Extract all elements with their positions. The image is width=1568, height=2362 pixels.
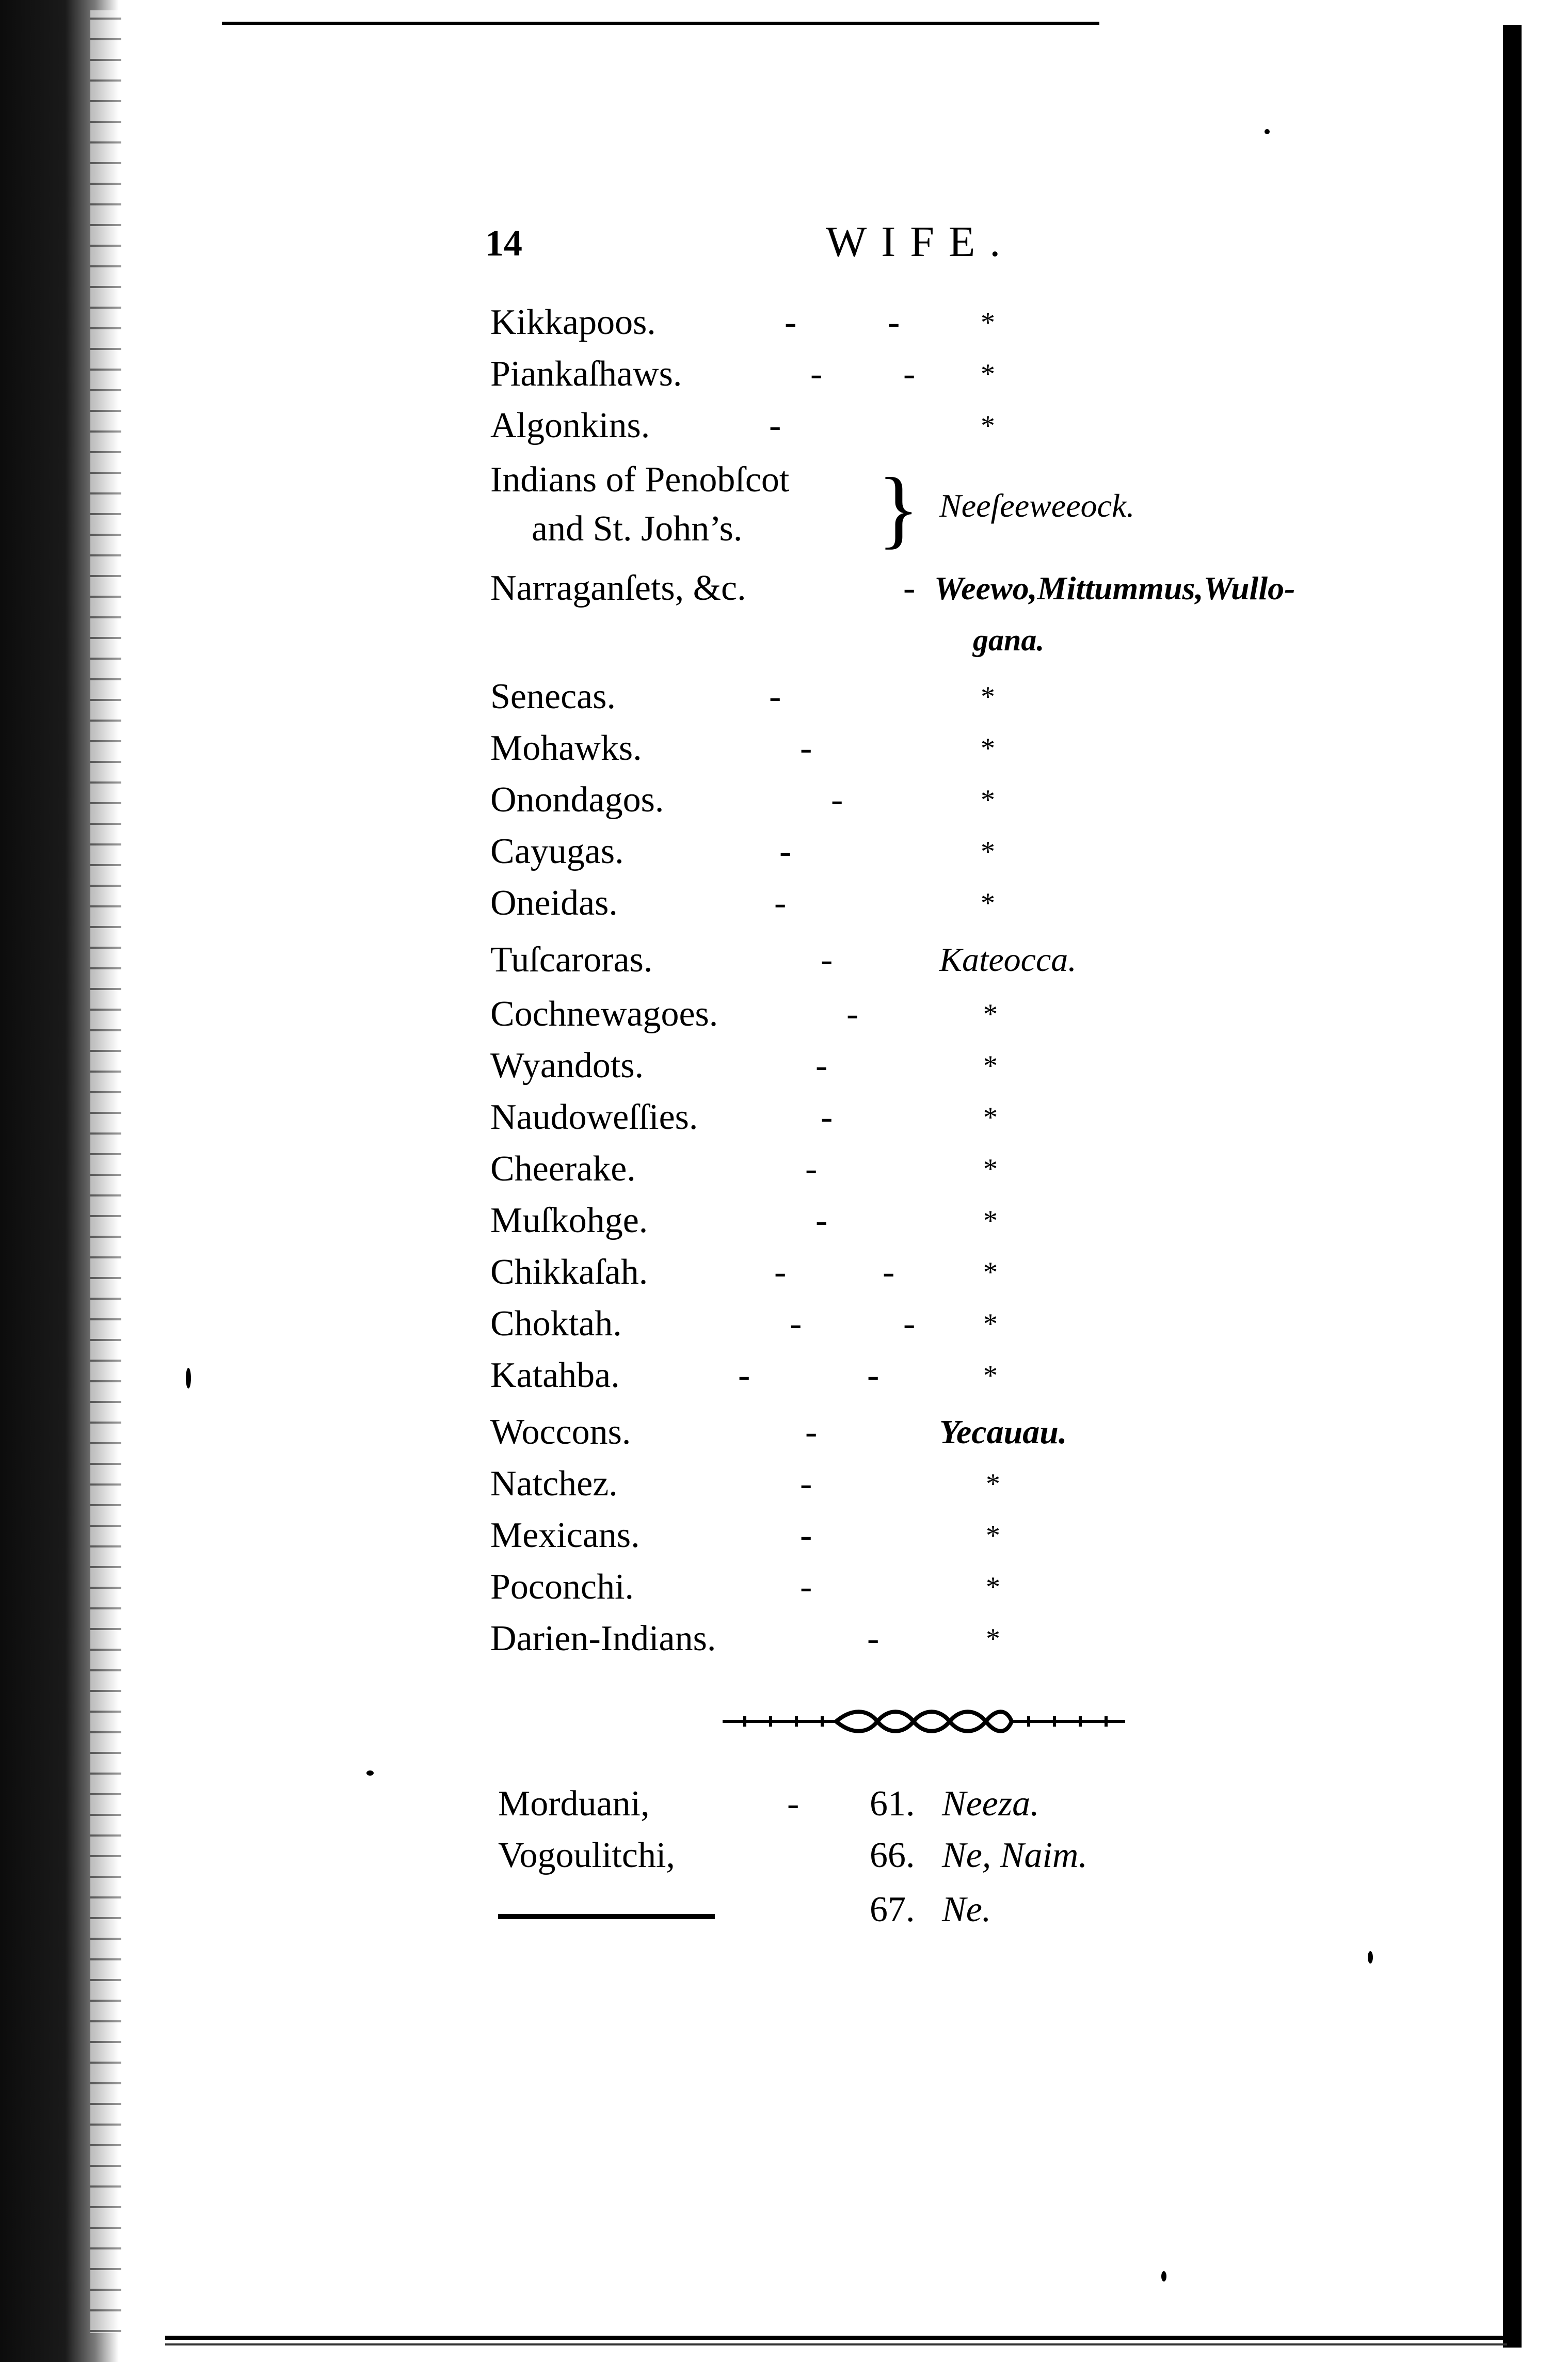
tribe-name: Mohawks.	[490, 728, 642, 768]
leader-dash: -	[867, 1355, 879, 1395]
leader-dash: -	[800, 728, 812, 768]
wife-word: Yecauau.	[939, 1413, 1067, 1451]
bottom-edge-rule	[165, 2336, 1507, 2340]
leader-dash: -	[774, 1252, 787, 1292]
asterisk-mark: *	[983, 1050, 998, 1082]
leader-dash: -	[738, 1355, 750, 1395]
asterisk-mark: *	[986, 1623, 1000, 1655]
list-item	[490, 723, 1419, 774]
asterisk-mark: *	[981, 836, 995, 868]
list-item	[490, 1247, 1419, 1298]
leader-dash: -	[805, 1412, 818, 1452]
language-name: Vogoulitchi,	[498, 1836, 675, 1875]
tribe-name: Choktah.	[490, 1304, 622, 1344]
leader-dash: -	[800, 1515, 812, 1555]
tribe-name: Katahba.	[490, 1355, 620, 1395]
tribe-name: Natchez.	[490, 1464, 618, 1504]
tribe-name: Poconchi.	[490, 1567, 634, 1607]
leader-dash: -	[779, 832, 792, 871]
reference-number: 67.	[870, 1890, 915, 1929]
asterisk-mark: *	[981, 784, 995, 816]
leader-dash: -	[769, 677, 781, 716]
ink-speck	[186, 1368, 191, 1389]
asterisk-mark: *	[981, 732, 995, 764]
list-item	[490, 826, 1419, 877]
list-item	[490, 988, 1419, 1040]
list-item	[498, 1778, 1427, 1830]
wife-word-continued: gana.	[973, 623, 1045, 657]
tribe-name: Woccons.	[490, 1412, 631, 1452]
tribe-name: Cochnewagoes.	[490, 994, 718, 1034]
leader-dash: -	[805, 1149, 818, 1189]
wife-word: Weewo,Mittummus,Wullo-	[934, 570, 1295, 607]
asterisk-mark: *	[986, 1571, 1000, 1603]
leader-dash: -	[821, 940, 833, 980]
tribe-name: Oneidas.	[490, 883, 618, 923]
leader-dash: -	[800, 1567, 812, 1607]
page-header	[485, 217, 1135, 289]
list-item	[490, 934, 1419, 986]
list-item	[490, 877, 1419, 929]
list-item	[490, 1040, 1419, 1092]
leader-dash: -	[785, 302, 797, 342]
asterisk-mark: *	[986, 1468, 1000, 1500]
tribe-name: Onondagos.	[490, 780, 664, 820]
leader-dash: -	[769, 406, 781, 445]
asterisk-mark: *	[981, 887, 995, 919]
asterisk-mark: *	[983, 1308, 998, 1340]
list-item	[490, 487, 1419, 555]
bottom-edge-rule-secondary	[165, 2343, 1507, 2345]
leader-dash: -	[903, 568, 916, 608]
wife-word: Ne, Naim.	[942, 1836, 1087, 1875]
list-item	[490, 1143, 1419, 1195]
tribe-name: Piankaſhaws.	[490, 354, 682, 394]
list-item	[490, 1510, 1419, 1561]
leader-dash: -	[790, 1304, 802, 1344]
wife-word: Neeſeeweeock.	[939, 487, 1135, 524]
tribe-name: Senecas.	[490, 677, 616, 716]
leader-dash: -	[815, 1201, 828, 1240]
list-item	[490, 563, 1419, 614]
list-item	[490, 400, 1419, 452]
list-item	[490, 1195, 1419, 1247]
reference-number: 66.	[870, 1836, 915, 1875]
list-item	[490, 1407, 1419, 1458]
tribe-name: Darien-Indians.	[490, 1619, 716, 1658]
leader-dash: -	[883, 1252, 895, 1292]
tribe-name: Tuſcaroras.	[490, 940, 653, 980]
list-item	[490, 774, 1419, 826]
tribe-name: Chikkaſah.	[490, 1252, 648, 1292]
language-name: Morduani,	[498, 1784, 650, 1824]
leader-dash: -	[810, 354, 823, 394]
leader-dash: -	[821, 1097, 833, 1137]
tribe-name: Wyandots.	[490, 1046, 644, 1086]
leader-dash: -	[774, 883, 787, 923]
list-item	[490, 297, 1419, 348]
binding-texture	[90, 10, 121, 2333]
leader-dash: -	[888, 302, 900, 342]
ink-speck	[1368, 1951, 1373, 1964]
asterisk-mark: *	[983, 1360, 998, 1392]
asterisk-mark: *	[986, 1520, 1000, 1552]
top-edge-rule	[222, 22, 1099, 25]
page-number: 14	[485, 222, 522, 264]
blank-name-rule	[498, 1914, 715, 1919]
list-item	[490, 1613, 1419, 1665]
list-item	[490, 1458, 1419, 1510]
leader-dash: -	[787, 1784, 799, 1824]
tribe-name: Cayugas.	[490, 832, 624, 871]
leader-dash: -	[800, 1464, 812, 1504]
list-item	[490, 1298, 1419, 1350]
asterisk-mark: *	[981, 410, 995, 442]
asterisk-mark: *	[981, 358, 995, 390]
list-item	[490, 1092, 1419, 1143]
leader-dash: -	[831, 780, 843, 820]
leader-dash: -	[903, 1304, 916, 1344]
reference-number: 61.	[870, 1784, 915, 1824]
list-item	[490, 348, 1419, 400]
right-page-edge	[1503, 25, 1522, 2348]
brace-mark: }	[877, 460, 920, 557]
tribe-name: Muſkohge.	[490, 1201, 648, 1240]
asterisk-mark: *	[983, 1205, 998, 1237]
leader-dash: -	[815, 1046, 828, 1086]
asterisk-mark: *	[983, 1256, 998, 1288]
wife-word: Neeza.	[942, 1784, 1039, 1824]
tribe-name: and St. John’s.	[532, 509, 743, 549]
wife-word: Kateocca.	[939, 941, 1077, 979]
list-item	[490, 1561, 1419, 1613]
tribe-name: Mexicans.	[490, 1515, 640, 1555]
asterisk-mark: *	[983, 1102, 998, 1134]
leader-dash: -	[846, 994, 859, 1034]
list-item	[498, 1884, 1427, 1936]
leader-dash: -	[903, 354, 916, 394]
ornamental-rule	[723, 1706, 1125, 1737]
list-item	[498, 1830, 1427, 1881]
asterisk-mark: *	[983, 998, 998, 1030]
ink-speck	[1161, 2271, 1166, 2281]
tribe-name: Cheerake.	[490, 1149, 636, 1189]
list-item	[490, 671, 1419, 723]
wife-word: Ne.	[942, 1890, 991, 1929]
asterisk-mark: *	[983, 1153, 998, 1185]
tribe-name: Algonkins.	[490, 406, 650, 445]
list-item	[490, 614, 1419, 666]
tribe-name: Kikkapoos.	[490, 302, 656, 342]
running-head: WIFE.	[826, 218, 1015, 266]
tribe-name: Narraganſets, &c.	[490, 568, 746, 608]
leader-dash: -	[867, 1619, 879, 1658]
ink-speck	[366, 1770, 374, 1776]
ink-speck	[1265, 129, 1270, 134]
tribe-name: Indians of Penobſcot	[490, 460, 790, 500]
asterisk-mark: *	[981, 681, 995, 713]
asterisk-mark: *	[981, 307, 995, 339]
tribe-name: Naudoweſſies.	[490, 1097, 698, 1137]
list-item	[490, 1350, 1419, 1401]
